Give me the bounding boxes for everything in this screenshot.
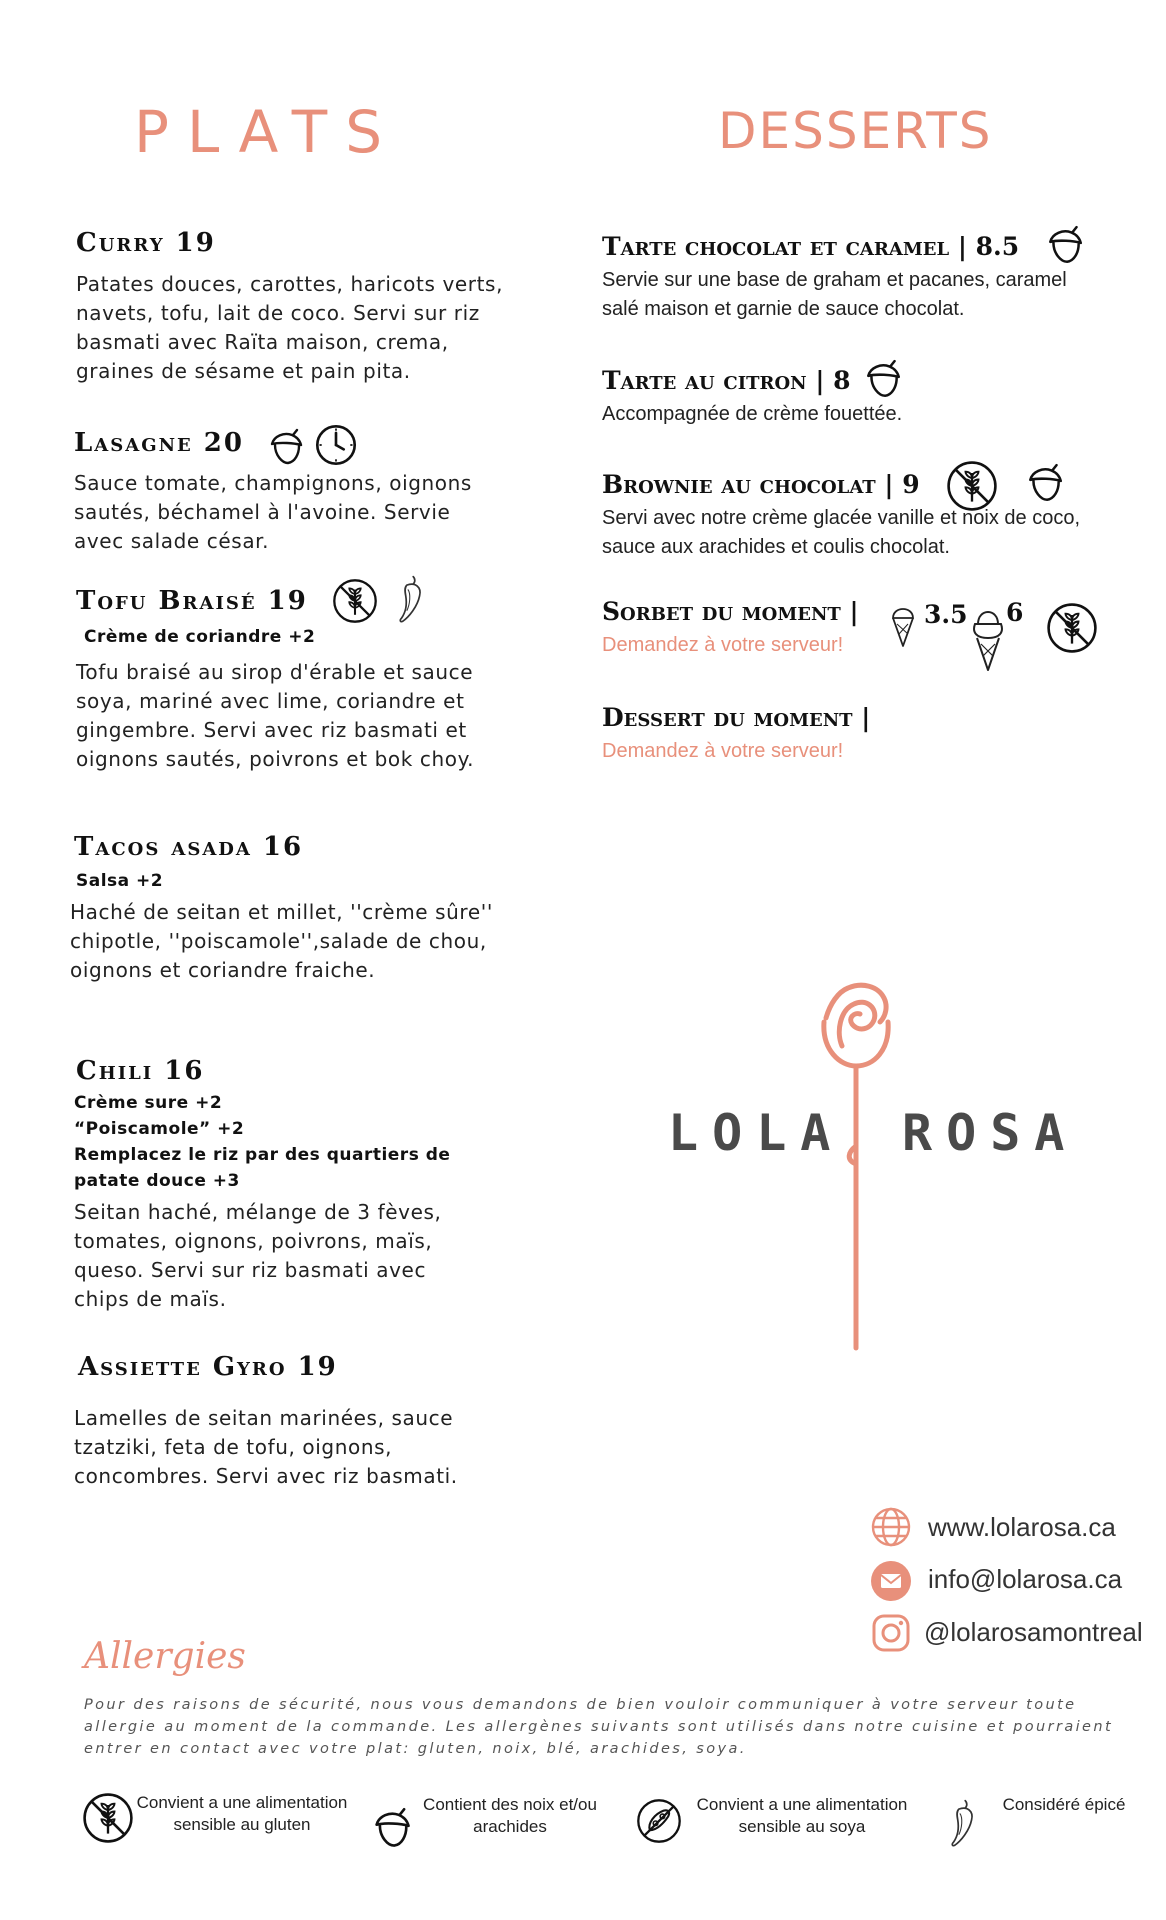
allergies-text: Pour des raisons de sécurité, nous vous demandons de bien vouloir communiquer à votre serveur toute allergie au moment de la commande. Les allergènes suivants sont utilisés dans notre cuisine et pourraient entrer en contact avec votre plat: gluten, noix, blé, arachides, soya. [84,1697,1114,1757]
dish-desc-tacos: Haché de seitan et millet, ''crème sûre'' chipotle, ''poiscamole'',salade de chou, oignons et coriandre fraiche. [70,900,493,982]
dish-desc-curry: Patates douces, carottes, haricots verts, navets, tofu, lait de coco. Servi sur riz basmati avec Raïta maison, crema, graines de sésame et pain pita. [76,272,504,383]
spicy-pepper-icon [394,572,426,626]
dish-desc-lasagne: Sauce tomate, champignons, oignons sautés, béchamel à l'avoine. Servie avec salade césar. [74,471,472,553]
nuts-icon [1044,224,1086,266]
legend-soy: Convient a une alimentation sensible au soya [696,1795,908,1836]
dish-name-chili: Chili 16 [76,1056,205,1086]
dessert-name-tarte-citron: Tarte au citron | 8 [602,366,851,395]
dessert-name-brownie: Brownie au chocolat | 9 [602,470,920,499]
dish-option-tofu: Crème de coriandre +2 [84,627,316,647]
dessert-name-tarte-chocolat: Tarte chocolat et caramel | 8.5 [602,232,1020,261]
dessert-ask-sorbet: Demandez à votre serveur! [602,634,844,656]
soy-free-icon [636,1798,682,1844]
ice-cream-large-icon [968,602,1008,674]
allergies-title: Allergies [84,1636,246,1677]
clock-icon [314,423,358,467]
contact-website[interactable]: www.lolarosa.ca [928,1512,1116,1542]
dish-name-curry: Curry 19 [76,228,216,258]
spicy-pepper-icon [946,1796,978,1850]
dish-desc-gyro: Lamelles de seitan marinées, sauce tzatziki, feta de tofu, oignons, concombres. Servi avec riz basmati. [74,1406,458,1488]
dish-option-tacos: Salsa +2 [76,871,164,891]
globe-icon [870,1506,912,1548]
rose-logo-icon [812,976,902,1356]
legend-nuts: Contient des noix et/ou arachides [423,1795,597,1836]
nuts-icon [1024,462,1066,504]
nuts-icon [266,427,306,467]
dessert-name-sorbet: Sorbet du moment | [602,597,859,626]
instagram-icon [870,1612,912,1654]
dessert-desc-brownie: Servi avec notre crème glacée vanille et noix de coco, sauce aux arachides et coulis chocolat. [602,507,1081,558]
logo-text-left: LOLA [668,1104,845,1162]
dish-option-chili-1: Crème sure +2 [74,1093,223,1113]
desserts-title: DESSERTS [718,102,993,160]
sorbet-price-large: 6 [1006,598,1024,627]
sorbet-price-small: 3.5 [924,600,968,629]
gluten-free-icon [1046,602,1098,654]
legend-gluten: Convient a une alimentation sensible au gluten [136,1793,348,1834]
nuts-icon [370,1806,414,1850]
dish-name-tofu: Tofu Braisé 19 [76,586,308,616]
dessert-ask-moment: Demandez à votre serveur! [602,740,844,762]
email-icon [870,1560,912,1602]
nuts-icon [862,358,904,400]
ice-cream-small-icon [888,600,918,650]
legend-spicy: Considéré épicé [1002,1795,1126,1814]
dish-desc-chili: Seitan haché, mélange de 3 fèves, tomates, oignons, poivrons, maïs, queso. Servi sur riz basmati avec chips de maïs. [74,1200,442,1311]
contact-instagram[interactable]: @lolarosamontreal [924,1617,1143,1647]
logo-text-right: ROSA [902,1104,1079,1162]
dish-name-tacos: Tacos asada 16 [74,832,304,862]
dessert-desc-tarte-citron: Accompagnée de crème fouettée. [602,403,903,425]
dish-name-gyro: Assiette Gyro 19 [78,1352,338,1382]
dessert-name-moment: Dessert du moment | [602,703,871,732]
plats-title: PLATS [134,98,401,166]
gluten-free-icon [82,1792,134,1844]
gluten-free-icon [332,578,378,624]
dish-desc-tofu: Tofu braisé au sirop d'érable et sauce soya, mariné avec lime, coriandre et gingembre. Servi avec riz basmati et oignons sautés, poivrons et bok choy. [76,660,475,771]
dessert-desc-tarte-chocolat: Servie sur une base de graham et pacanes, caramel salé maison et garnie de sauce chocolat. [602,269,1067,320]
dish-option-chili-2: “Poiscamole” +2 [74,1119,245,1139]
dish-name-lasagne: Lasagne 20 [74,428,244,458]
dish-option-chili-3: Remplacez le riz par des quartiers de patate douce +3 [74,1145,451,1191]
contact-email[interactable]: info@lolarosa.ca [928,1564,1123,1594]
